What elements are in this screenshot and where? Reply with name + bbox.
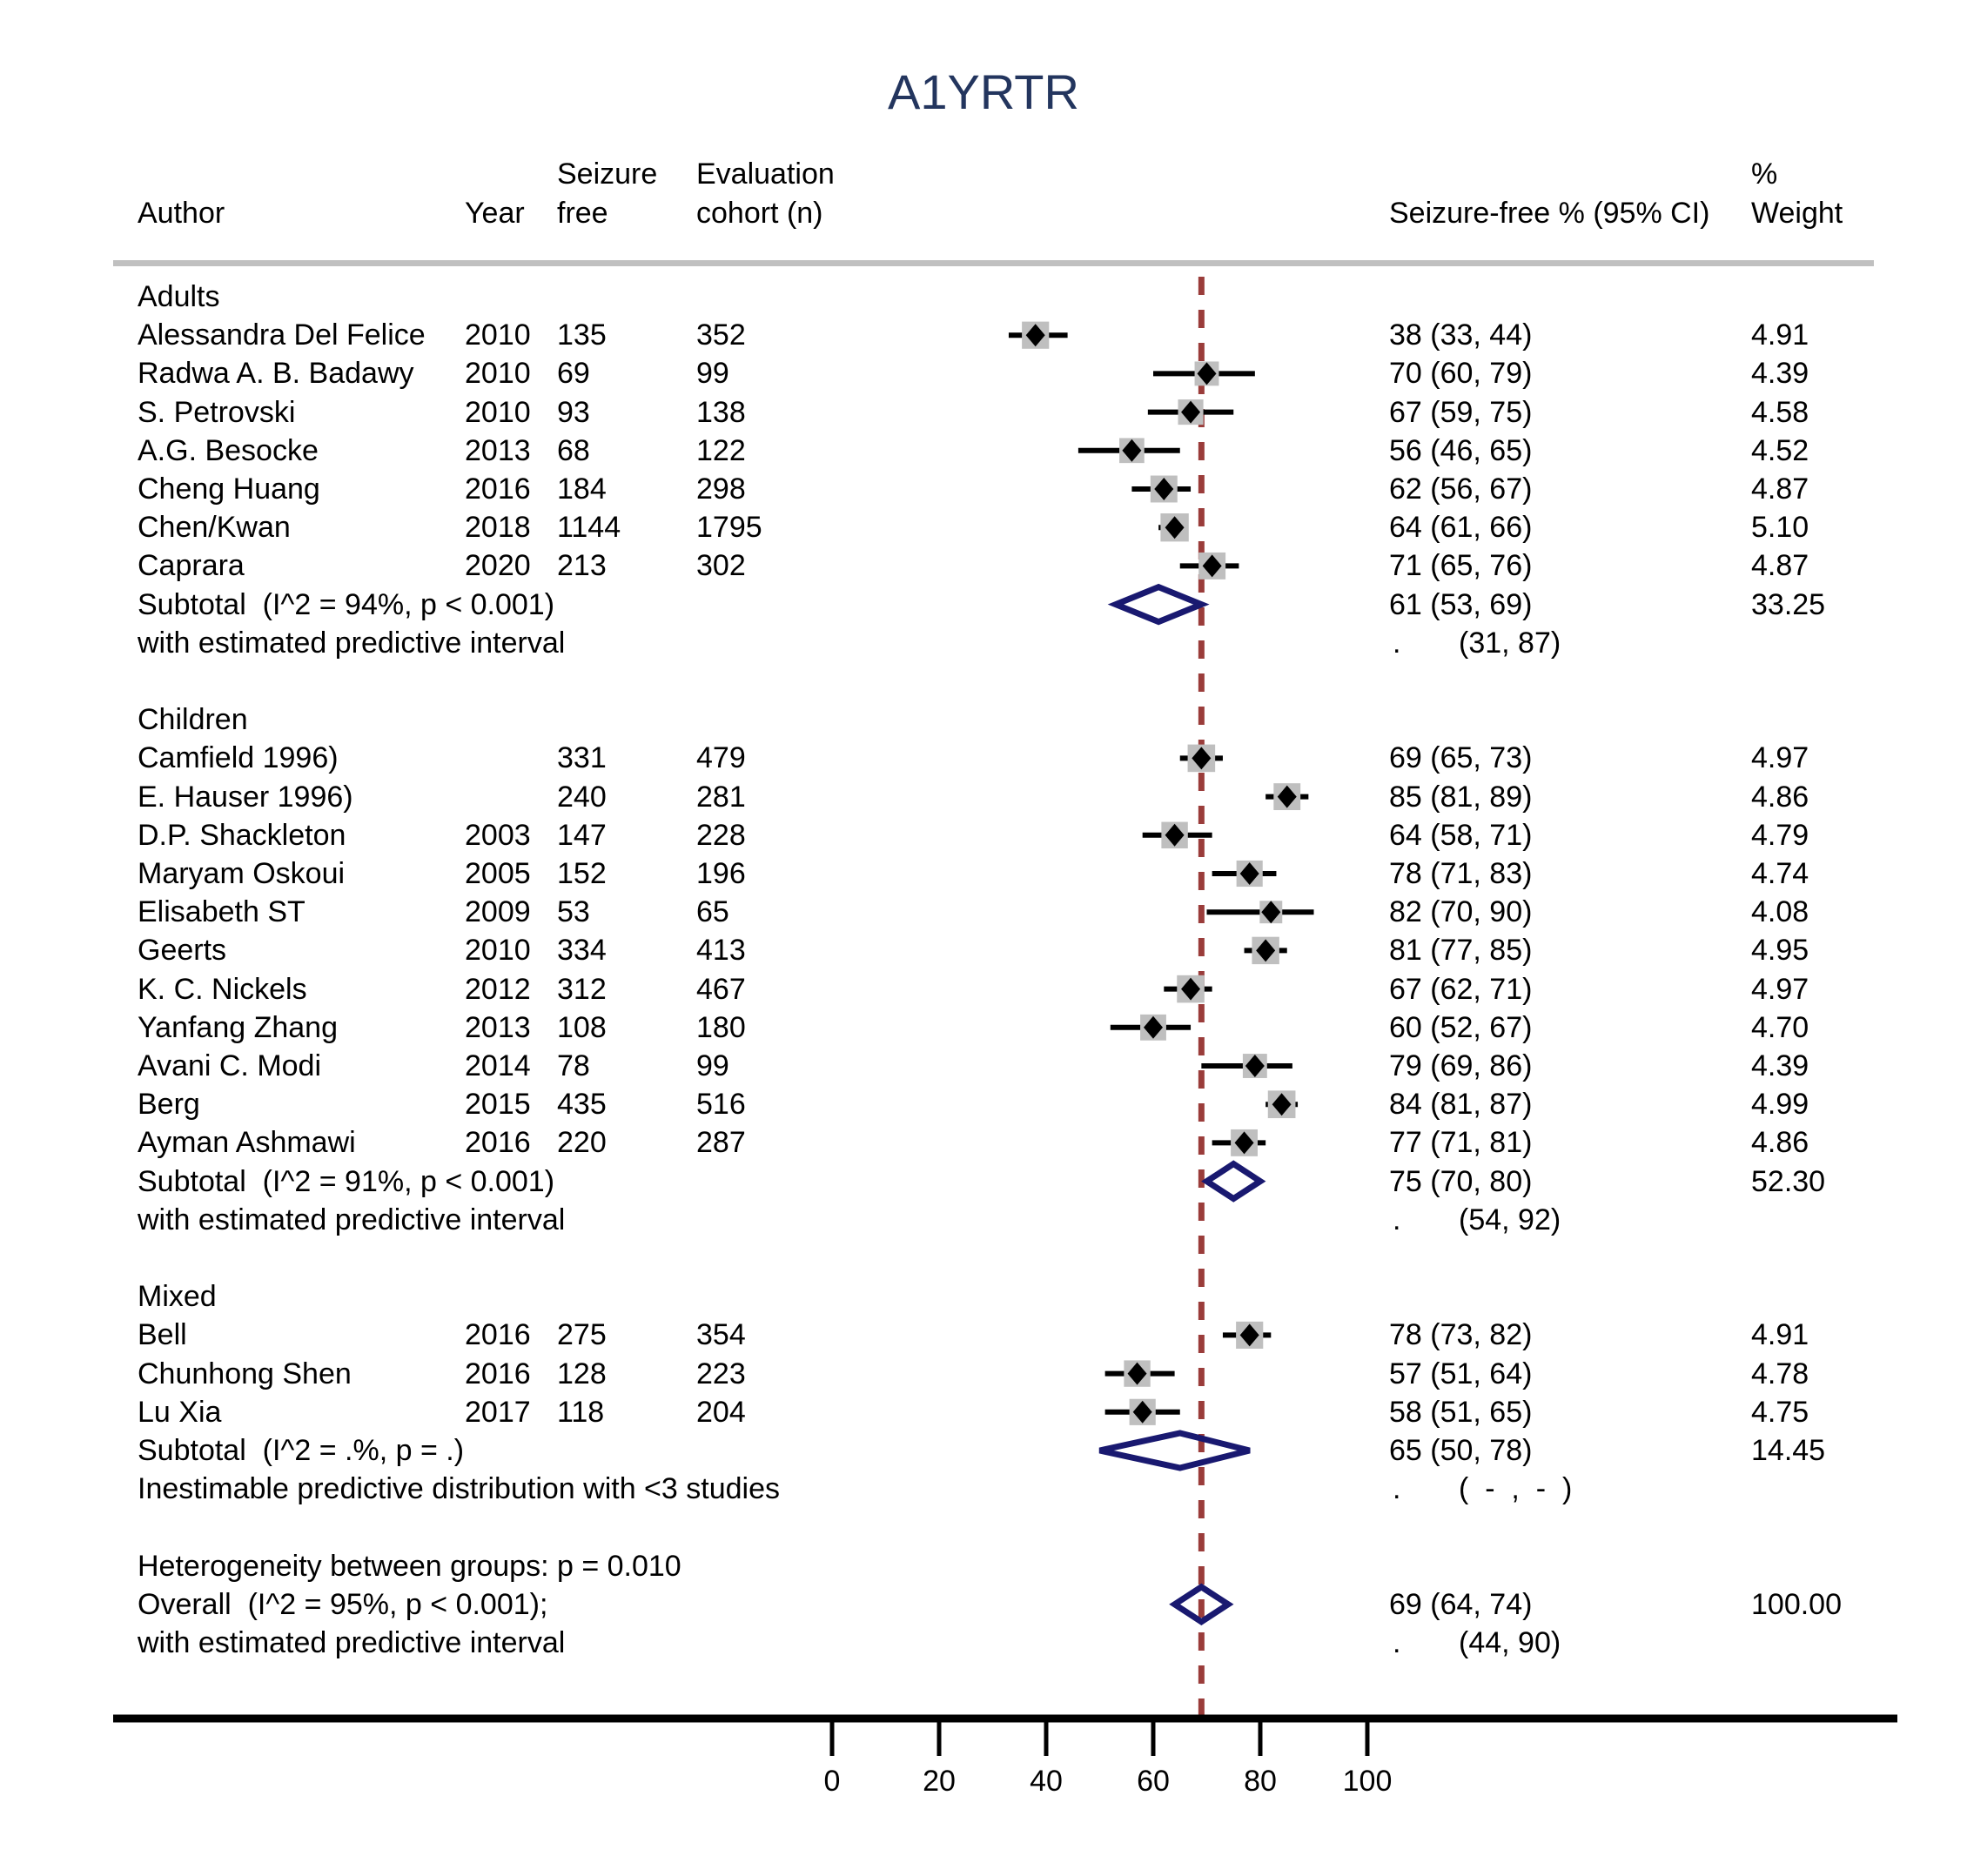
seizure-free-count: 108 bbox=[557, 1010, 607, 1044]
column-header-cohort: cohort (n) bbox=[696, 197, 823, 230]
cohort-count: 223 bbox=[696, 1357, 746, 1390]
year-value: 2010 bbox=[465, 318, 531, 352]
weight-value: 4.78 bbox=[1751, 1357, 1809, 1390]
estimate-ci-text: 78 (71, 83) bbox=[1389, 857, 1533, 890]
author-label: Berg bbox=[138, 1088, 200, 1122]
author-label: Maryam Oskoui bbox=[138, 857, 346, 890]
seizure-free-count: 334 bbox=[557, 934, 607, 968]
subtotal-weight-value: 52.30 bbox=[1751, 1164, 1826, 1198]
overall-predictive-label: with estimated predictive interval bbox=[138, 1626, 566, 1659]
year-value: 2020 bbox=[465, 549, 531, 583]
cohort-count: 298 bbox=[696, 472, 746, 506]
weight-value: 4.97 bbox=[1751, 741, 1809, 775]
seizure-free-count: 312 bbox=[557, 972, 607, 1006]
subtotal-label: Subtotal (I^2 = 94%, p < 0.001) bbox=[138, 587, 555, 621]
estimate-ci-text: 58 (51, 65) bbox=[1389, 1395, 1533, 1429]
year-value: 2010 bbox=[465, 357, 531, 391]
weight-value: 4.97 bbox=[1751, 972, 1809, 1006]
weight-value: 4.87 bbox=[1751, 549, 1809, 583]
predictive-dot: . bbox=[1393, 1472, 1401, 1506]
estimate-ci-text: 78 (73, 82) bbox=[1389, 1318, 1533, 1352]
weight-value: 4.91 bbox=[1751, 1318, 1809, 1352]
cohort-count: 196 bbox=[696, 857, 746, 890]
weight-value: 4.91 bbox=[1751, 318, 1809, 352]
weight-value: 4.58 bbox=[1751, 395, 1809, 429]
estimate-ci-text: 79 (69, 86) bbox=[1389, 1049, 1533, 1082]
subtotal-label: Subtotal (I^2 = .%, p = .) bbox=[138, 1434, 465, 1467]
author-label: Cheng Huang bbox=[138, 472, 320, 506]
estimate-ci-text: 71 (65, 76) bbox=[1389, 549, 1533, 583]
predictive-dot: . bbox=[1393, 1203, 1401, 1236]
year-value: 2016 bbox=[465, 1318, 531, 1352]
cohort-count: 99 bbox=[696, 1049, 729, 1082]
cohort-count: 122 bbox=[696, 433, 746, 467]
author-label: Chunhong Shen bbox=[138, 1357, 352, 1390]
estimate-ci-text: 62 (56, 67) bbox=[1389, 472, 1533, 506]
pooled-diamond bbox=[1116, 587, 1201, 622]
year-value: 2014 bbox=[465, 1049, 531, 1082]
author-label: Elisabeth ST bbox=[138, 895, 305, 929]
subtotal-estimate-text: 65 (50, 78) bbox=[1389, 1434, 1533, 1467]
tick-label: 80 bbox=[1244, 1765, 1277, 1798]
weight-value: 4.99 bbox=[1751, 1088, 1809, 1122]
estimate-ci-text: 77 (71, 81) bbox=[1389, 1126, 1533, 1160]
cohort-count: 99 bbox=[696, 357, 729, 391]
weight-value: 4.86 bbox=[1751, 780, 1809, 814]
seizure-free-count: 240 bbox=[557, 780, 607, 814]
seizure-free-count: 128 bbox=[557, 1357, 607, 1390]
column-header-percent: % bbox=[1751, 157, 1778, 191]
weight-value: 4.75 bbox=[1751, 1395, 1809, 1429]
weight-value: 5.10 bbox=[1751, 511, 1809, 545]
year-value: 2012 bbox=[465, 972, 531, 1006]
pooled-diamond bbox=[1207, 1164, 1261, 1199]
cohort-count: 302 bbox=[696, 549, 746, 583]
group-label: Adults bbox=[138, 280, 220, 313]
seizure-free-count: 93 bbox=[557, 395, 590, 429]
estimate-ci-text: 69 (65, 73) bbox=[1389, 741, 1533, 775]
estimate-ci-text: 57 (51, 64) bbox=[1389, 1357, 1533, 1390]
year-value: 2016 bbox=[465, 1126, 531, 1160]
plot-title: A1YRTR bbox=[888, 64, 1079, 119]
year-value: 2013 bbox=[465, 433, 531, 467]
weight-value: 4.95 bbox=[1751, 934, 1809, 968]
tick-label: 40 bbox=[1030, 1765, 1063, 1798]
predictive-ci-text: (54, 92) bbox=[1459, 1203, 1561, 1236]
seizure-free-count: 1144 bbox=[557, 511, 621, 545]
group-label: Children bbox=[138, 703, 248, 737]
cohort-count: 65 bbox=[696, 895, 729, 929]
seizure-free-count: 213 bbox=[557, 549, 607, 583]
year-value: 2017 bbox=[465, 1395, 531, 1429]
seizure-free-count: 78 bbox=[557, 1049, 590, 1082]
seizure-free-count: 220 bbox=[557, 1126, 607, 1160]
group-label: Mixed bbox=[138, 1280, 217, 1314]
estimate-ci-text: 56 (46, 65) bbox=[1389, 433, 1533, 467]
author-label: D.P. Shackleton bbox=[138, 818, 346, 852]
weight-value: 4.86 bbox=[1751, 1126, 1809, 1160]
subtotal-weight-value: 14.45 bbox=[1751, 1434, 1826, 1467]
estimate-ci-text: 85 (81, 89) bbox=[1389, 780, 1533, 814]
year-value: 2009 bbox=[465, 895, 531, 929]
column-header-author: Author bbox=[138, 197, 225, 230]
weight-value: 4.39 bbox=[1751, 357, 1809, 391]
pooled-diamond bbox=[1100, 1433, 1250, 1468]
weight-value: 4.70 bbox=[1751, 1010, 1809, 1044]
author-label: Bell bbox=[138, 1318, 187, 1352]
predictive-ci-text: ( - , - ) bbox=[1459, 1472, 1573, 1506]
cohort-count: 281 bbox=[696, 780, 746, 814]
cohort-count: 138 bbox=[696, 395, 746, 429]
estimate-ci-text: 64 (58, 71) bbox=[1389, 818, 1533, 852]
cohort-count: 354 bbox=[696, 1318, 746, 1352]
year-value: 2010 bbox=[465, 934, 531, 968]
cohort-count: 204 bbox=[696, 1395, 746, 1429]
seizure-free-count: 135 bbox=[557, 318, 607, 352]
year-value: 2005 bbox=[465, 857, 531, 890]
predictive-interval-label: with estimated predictive interval bbox=[138, 626, 566, 660]
estimate-ci-text: 81 (77, 85) bbox=[1389, 934, 1533, 968]
author-label: Radwa A. B. Badawy bbox=[138, 357, 414, 391]
cohort-count: 352 bbox=[696, 318, 746, 352]
cohort-count: 413 bbox=[696, 934, 746, 968]
author-label: E. Hauser 1996) bbox=[138, 780, 353, 814]
column-header-evaluation: Evaluation bbox=[696, 157, 835, 191]
tick-label: 60 bbox=[1137, 1765, 1170, 1798]
year-value: 2013 bbox=[465, 1010, 531, 1044]
author-label: Yanfang Zhang bbox=[138, 1010, 338, 1044]
cohort-count: 228 bbox=[696, 818, 746, 852]
overall-label: Overall (I^2 = 95%, p < 0.001); bbox=[138, 1587, 548, 1621]
weight-value: 4.87 bbox=[1751, 472, 1809, 506]
heterogeneity-label: Heterogeneity between groups: p = 0.010 bbox=[138, 1549, 681, 1583]
overall-weight-value: 100.00 bbox=[1751, 1587, 1842, 1621]
author-label: A.G. Besocke bbox=[138, 433, 319, 467]
column-header-free: free bbox=[557, 197, 608, 230]
estimate-ci-text: 67 (59, 75) bbox=[1389, 395, 1533, 429]
predictive-interval-label: with estimated predictive interval bbox=[138, 1203, 566, 1236]
cohort-count: 467 bbox=[696, 972, 746, 1006]
cohort-count: 287 bbox=[696, 1126, 746, 1160]
seizure-free-count: 69 bbox=[557, 357, 590, 391]
weight-value: 4.52 bbox=[1751, 433, 1809, 467]
column-header-estimate: Seizure-free % (95% CI) bbox=[1389, 197, 1710, 230]
cohort-count: 479 bbox=[696, 741, 746, 775]
seizure-free-count: 53 bbox=[557, 895, 590, 929]
author-label: Caprara bbox=[138, 549, 245, 583]
author-label: K. C. Nickels bbox=[138, 972, 307, 1006]
column-header-weight: Weight bbox=[1751, 197, 1843, 230]
author-label: Ayman Ashmawi bbox=[138, 1126, 356, 1160]
seizure-free-count: 118 bbox=[557, 1395, 605, 1429]
author-label: Geerts bbox=[138, 934, 227, 968]
author-label: Chen/Kwan bbox=[138, 511, 291, 545]
seizure-free-count: 68 bbox=[557, 433, 590, 467]
predictive-interval-label: Inestimable predictive distribution with <3 studies bbox=[138, 1472, 780, 1506]
weight-value: 4.74 bbox=[1751, 857, 1809, 890]
year-value: 2016 bbox=[465, 1357, 531, 1390]
author-label: Alessandra Del Felice bbox=[138, 318, 426, 352]
estimate-ci-text: 60 (52, 67) bbox=[1389, 1010, 1533, 1044]
estimate-ci-text: 64 (61, 66) bbox=[1389, 511, 1533, 545]
weight-value: 4.39 bbox=[1751, 1049, 1809, 1082]
weight-value: 4.79 bbox=[1751, 818, 1809, 852]
author-label: S. Petrovski bbox=[138, 395, 296, 429]
estimate-ci-text: 38 (33, 44) bbox=[1389, 318, 1533, 352]
overall-predictive-dot: . bbox=[1393, 1626, 1401, 1659]
subtotal-label: Subtotal (I^2 = 91%, p < 0.001) bbox=[138, 1164, 555, 1198]
year-value: 2018 bbox=[465, 511, 531, 545]
cohort-count: 516 bbox=[696, 1088, 746, 1122]
author-label: Camfield 1996) bbox=[138, 741, 339, 775]
seizure-free-count: 147 bbox=[557, 818, 607, 852]
overall-predictive-ci-text: (44, 90) bbox=[1459, 1626, 1561, 1659]
tick-label: 20 bbox=[923, 1765, 956, 1798]
tick-label: 0 bbox=[823, 1765, 841, 1798]
estimate-ci-text: 70 (60, 79) bbox=[1389, 357, 1533, 391]
seizure-free-count: 275 bbox=[557, 1318, 607, 1352]
cohort-count: 180 bbox=[696, 1010, 746, 1044]
overall-estimate-text: 69 (64, 74) bbox=[1389, 1587, 1533, 1621]
subtotal-estimate-text: 75 (70, 80) bbox=[1389, 1164, 1533, 1198]
seizure-free-count: 331 bbox=[557, 741, 607, 775]
year-value: 2016 bbox=[465, 472, 531, 506]
column-header-seizure: Seizure bbox=[557, 157, 658, 191]
subtotal-weight-value: 33.25 bbox=[1751, 587, 1826, 621]
year-value: 2003 bbox=[465, 818, 531, 852]
estimate-ci-text: 67 (62, 71) bbox=[1389, 972, 1533, 1006]
weight-value: 4.08 bbox=[1751, 895, 1809, 929]
author-label: Lu Xia bbox=[138, 1395, 222, 1429]
predictive-dot: . bbox=[1393, 626, 1401, 660]
author-label: Avani C. Modi bbox=[138, 1049, 322, 1082]
year-value: 2015 bbox=[465, 1088, 531, 1122]
column-header-year: Year bbox=[465, 197, 525, 230]
estimate-ci-text: 82 (70, 90) bbox=[1389, 895, 1533, 929]
estimate-ci-text: 84 (81, 87) bbox=[1389, 1088, 1533, 1122]
seizure-free-count: 184 bbox=[557, 472, 607, 506]
subtotal-estimate-text: 61 (53, 69) bbox=[1389, 587, 1533, 621]
cohort-count: 1795 bbox=[696, 511, 762, 545]
seizure-free-count: 435 bbox=[557, 1088, 607, 1122]
seizure-free-count: 152 bbox=[557, 857, 607, 890]
predictive-ci-text: (31, 87) bbox=[1459, 626, 1561, 660]
year-value: 2010 bbox=[465, 395, 531, 429]
tick-label: 100 bbox=[1342, 1765, 1393, 1798]
